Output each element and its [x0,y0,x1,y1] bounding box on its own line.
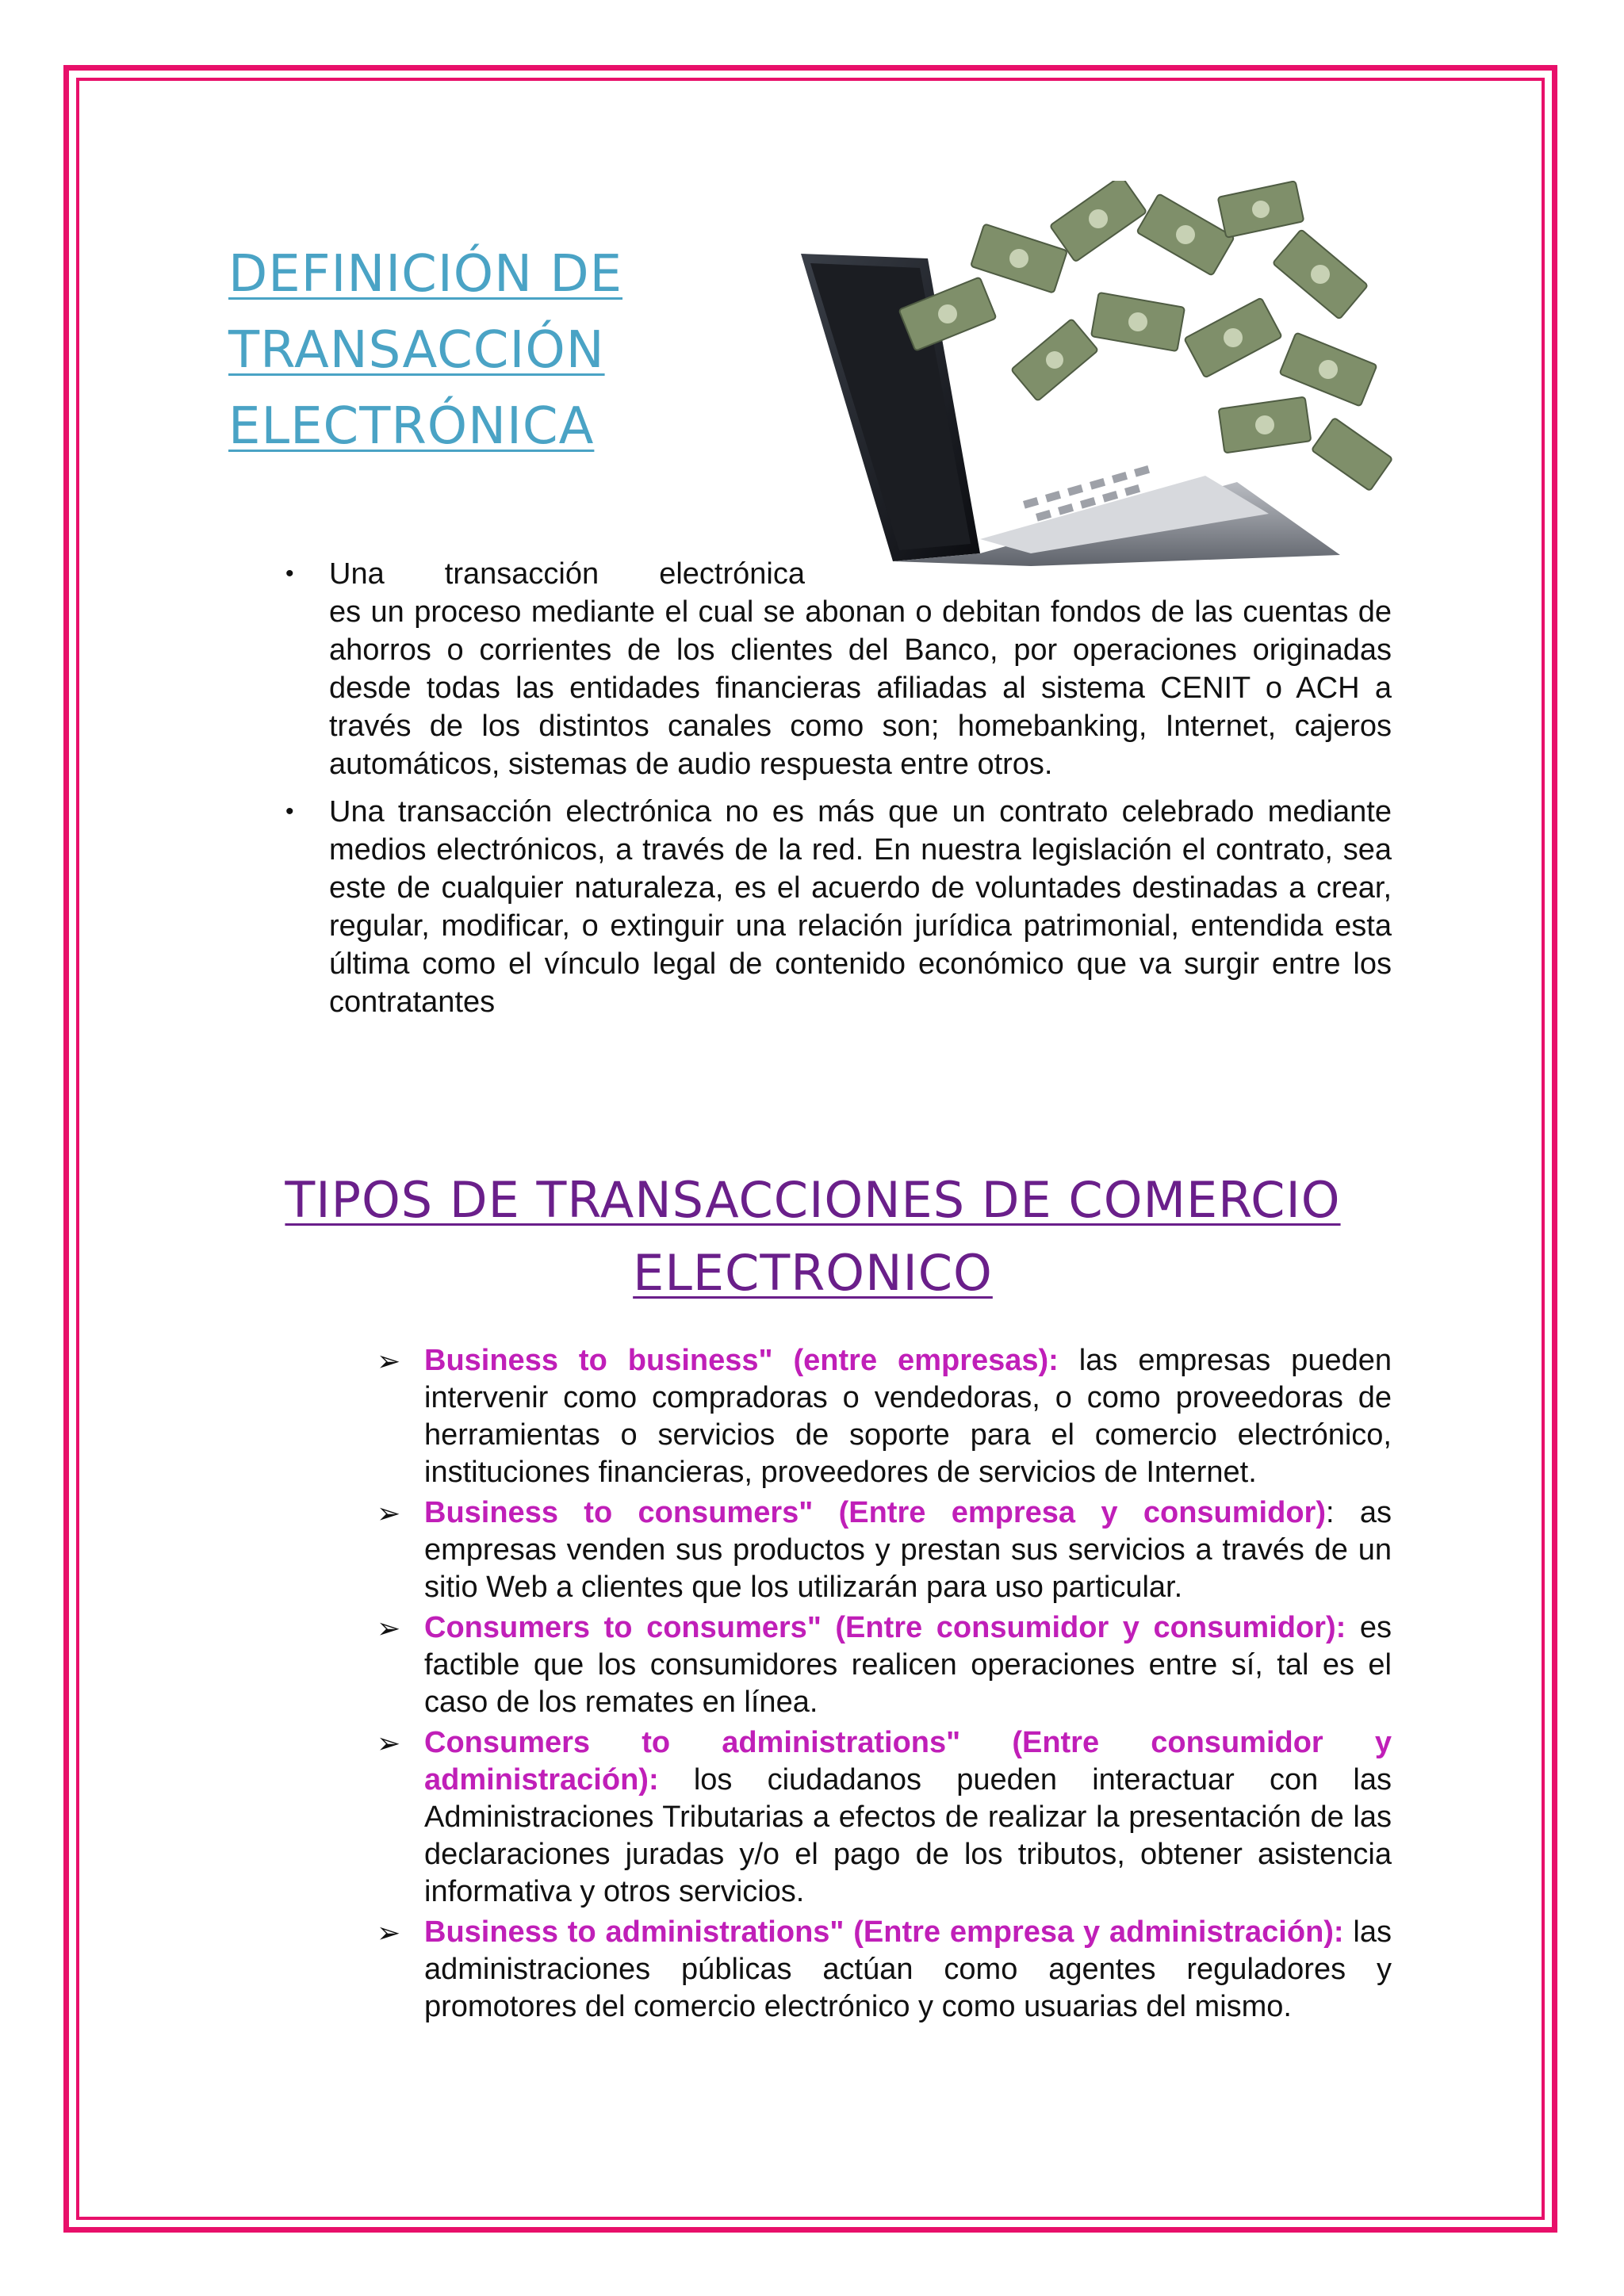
title-line: DEFINICIÓN DE [228,245,623,304]
list-item-term: Business to business" (entre empresas): [424,1344,1059,1377]
definition-list [274,555,1392,1031]
title-line: TRANSACCIÓN [228,321,605,380]
list-item-text: es un proceso mediante el cual se abonan o debitan fondos de las cuentas de ahorros o corrientes de los clientes del Banco, por operaciones originadas desde todas las entidades financieras afiliadas al sistema CENIT o ACH a través de los distintos canales como son; homebanking, Internet, cajeros automáticos, sistemas de audio respuesta entre otros. [329,595,1392,781]
bullet-icon: • [285,561,294,587]
laptop-money-image [793,181,1396,566]
list-item-text: Una transacción electrónica no es más que un contrato celebrado mediante medios electrónicos, a través de la red. En nuestra legislación el contrato, sea este de cualquier naturaleza, es el acuerdo de voluntades destinadas a crear, regular, modificar, o extinguir una relación jurídica patrimonial, entendida esta última como el vínculo legal de contenido económico que va surgir entre los contratantes [329,795,1392,1019]
section-title-definition [228,236,672,465]
arrow-bullet-icon: ➢ [377,1612,401,1644]
list-item-term: Consumers to administrations" (Entre consumidor y administración): [424,1726,1392,1797]
list-item [377,1914,1392,2026]
list-item [377,1342,1392,1491]
list-item [377,1724,1392,1911]
list-item-text: los ciudadanos pueden interactuar con las Administraciones Tributarias a efectos de realizar la presentación de las declaraciones juradas y/o el pago de los tributos, obtener asistencia informativa y otros servicios. [424,1763,1392,1908]
arrow-bullet-icon: ➢ [377,1916,401,1949]
list-item [377,1494,1392,1606]
section-title-types: TIPOS DE TRANSACCIONES DE COMERCIO ELECTRONICO [285,1171,1341,1302]
bullet-icon: • [285,798,294,825]
list-item-text: : as empresas venden sus productos y prestan sus servicios a través de un sitio Web a clientes que los utilizarán para uso particular. [424,1496,1392,1604]
arrow-bullet-icon: ➢ [377,1727,401,1759]
list-item-text: es factible que los consumidores realicen operaciones entre sí, tal es el caso de los remates en línea. [424,1611,1392,1719]
list-item-term: Business to administrations" (Entre empresa y administración): [424,1915,1344,1949]
title-line: ELECTRÓNICA [228,397,595,456]
list-item [377,1609,1392,1721]
list-item-term: Consumers to consumers" (Entre consumidor y consumidor): [424,1611,1346,1644]
list-item [274,793,1392,1021]
arrow-bullet-icon: ➢ [377,1345,401,1377]
list-item [274,555,1392,783]
list-item-text: las administraciones públicas actúan como agentes reguladores y promotores del comercio electrónico y como usuarias del mismo. [424,1915,1392,2023]
list-item-term: Business to consumers" (Entre empresa y consumidor) [424,1496,1326,1529]
arrow-bullet-icon: ➢ [377,1497,401,1529]
list-item-lead: Una transacción electrónica [329,557,805,591]
list-item-text: las empresas pueden intervenir como compradoras o vendedoras, o como proveedoras de herramientas o servicios de soporte para el comercio electrónico, instituciones financieras, proveedores de servicios de Internet. [424,1344,1392,1489]
types-list [377,1342,1392,2029]
